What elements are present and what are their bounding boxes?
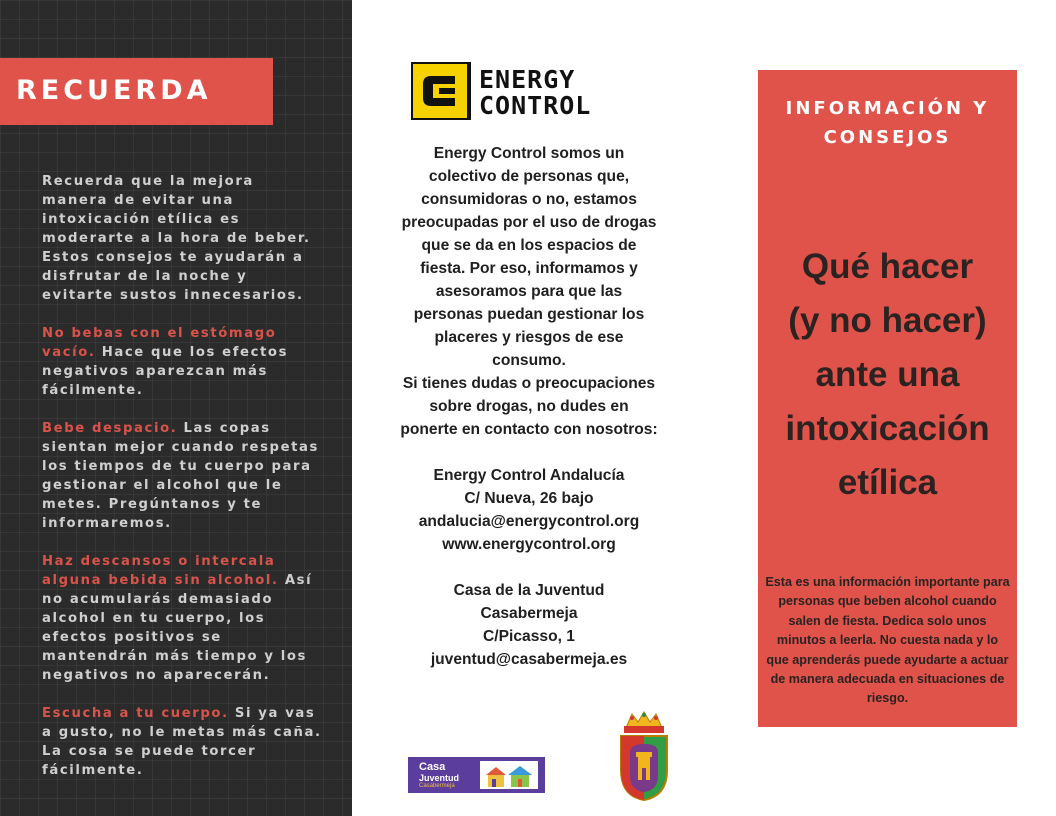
tip-2 <box>42 419 322 533</box>
recuerda-heading: RECUERDA <box>16 75 212 106</box>
casabermeja-coat-of-arms <box>618 710 670 802</box>
tip-4-highlight: Escucha a tu cuerpo. <box>42 706 229 721</box>
energy-control-logo <box>411 62 647 120</box>
tip-4 <box>42 704 322 780</box>
recuerda-banner <box>0 58 273 125</box>
about-paragraph: Energy Control somos un colectivo de personas que, consumidoras o no, estamos preocupadas por el uso de drogas que se da en los espacios de fiesta. Por eso, informamos y asesoramos para que las personas puedan gestionar los placeres y riesgos de ese consumo. <box>401 145 657 369</box>
intro-paragraph: Recuerda que la mejora manera de evitar una intoxicación etílica es moderarte a la hora de beber. Estos consejos te ayudarán a disfrutar de la noche y evitarte sustos innecesarios. <box>42 174 311 303</box>
intro-note: Esta es una información importante para personas que beben alcohol cuando salen de fiesta. Dedica solo unos minutos a leerla. No cuesta nada y lo que aprenderás puede ayudarte a actuar de manera adecuada en situaciones de riesgo. <box>765 575 1010 706</box>
tip-3-text: Así no acumularás demasiado alcohol en tu cuerpo, los efectos positivos se mantendrán más tiempo y los negativos no aparecerán. <box>42 573 313 683</box>
office2-address: C/Picasso, 1 <box>483 628 575 645</box>
casa-logo-line3: Casabermeja <box>419 783 455 789</box>
office1-address: C/ Nueva, 26 bajo <box>464 490 594 507</box>
info-heading-line1: INFORMACIÓN Y <box>785 98 990 119</box>
main-title-line1: Qué hacer <box>801 247 974 286</box>
tip-1 <box>42 324 322 400</box>
main-title-line2: (y no hacer) <box>788 301 987 340</box>
casa-logo-line2: Juventud <box>419 773 460 783</box>
office2-email[interactable]: juventud@casabermeja.es <box>430 651 628 668</box>
contact-column <box>400 142 658 671</box>
logo-word-energy: ENERGY <box>479 65 576 94</box>
tip-4-text: Si ya vas a gusto, no le metas más caña. La cosa se puede torcer fácilmente. <box>42 706 322 778</box>
main-title-line3: ante una <box>815 355 960 394</box>
casa-juventud-logo <box>408 757 545 793</box>
tip-3-highlight: Haz descansos o intercala alguna bebida sin alcohol. <box>42 554 279 588</box>
advice-text <box>42 172 322 799</box>
left-panel <box>0 0 352 816</box>
office2-town: Casabermeja <box>480 605 578 622</box>
tip-1-text: Hace que los efectos negativos aparezcan más fácilmente. <box>42 345 289 398</box>
casa-logo-line1: Casa <box>419 761 446 773</box>
main-title <box>758 240 1017 510</box>
office1-email[interactable]: andalucia@energycontrol.org <box>418 513 640 530</box>
info-heading <box>758 94 1017 152</box>
info-heading-line2: CONSEJOS <box>823 127 952 148</box>
tip-2-text: Las copas sientan mejor cuando respetas los tiempos de tu cuerpo para gestionar el alcohol que le metes. Pregúntanos y te informaremos. <box>42 421 319 531</box>
logo-word-control: CONTROL <box>479 91 592 120</box>
tip-1-highlight: No bebas con el estómago vacío. <box>42 326 277 360</box>
casa-logo-picture <box>480 761 538 789</box>
main-title-line4: intoxicación <box>785 409 990 448</box>
office1-name: Energy Control Andalucía <box>433 467 625 484</box>
right-panel <box>758 70 1017 727</box>
office2-name: Casa de la Juventud <box>453 582 605 599</box>
office1-website[interactable]: www.energycontrol.org <box>442 536 616 553</box>
main-title-line5: etílica <box>837 463 938 502</box>
tip-2-highlight: Bebe despacio. <box>42 421 178 436</box>
contact-intro: Si tienes dudas o preocupaciones sobre drogas, no dudes en ponerte en contacto con nosotros: <box>400 375 658 438</box>
tip-3 <box>42 552 322 685</box>
